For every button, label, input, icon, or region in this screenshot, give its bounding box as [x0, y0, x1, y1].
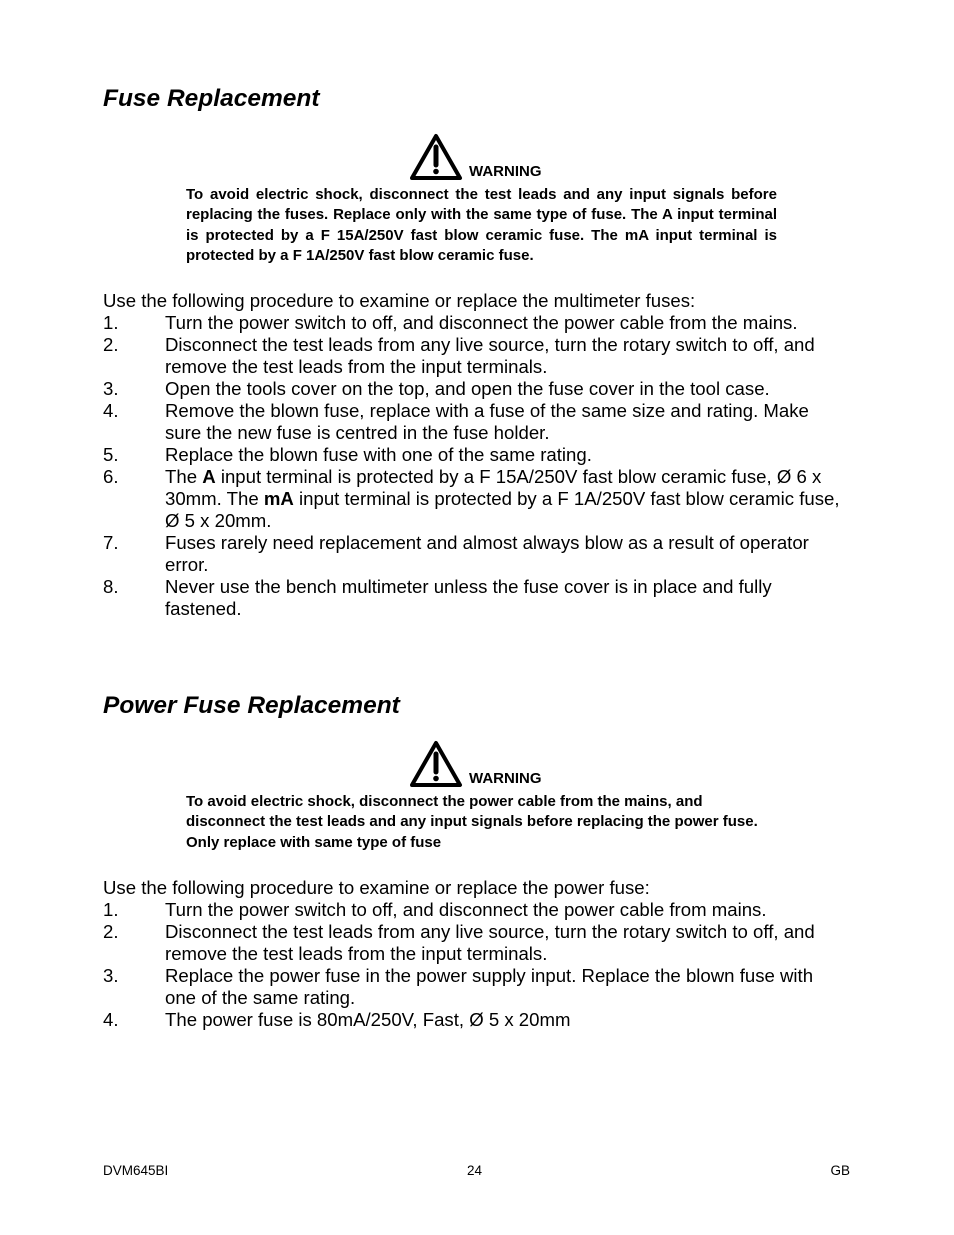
footer-language-code: GB [830, 1163, 850, 1178]
step-text: Fuses rarely need replacement and almost always blow as a result of operator error. [165, 532, 809, 576]
step-text-part: The [165, 466, 203, 488]
terminal-a-label: A [202, 466, 216, 488]
list-item [103, 532, 848, 576]
procedure-steps [103, 899, 848, 1031]
step-text: Disconnect the test leads from any live source, turn the rotary switch to off, and remove the test leads from the input terminals. [165, 334, 815, 378]
list-item [103, 444, 848, 466]
list-item [103, 378, 848, 400]
step-number: 5. [103, 444, 119, 466]
step-text: The power fuse is 80mA/250V, Fast, Ø 5 x 20mm [165, 1008, 571, 1030]
list-item [103, 576, 848, 620]
list-item [103, 1009, 848, 1031]
warning-label: WARNING [469, 770, 542, 787]
step-text: Disconnect the test leads from any live source, turn the rotary switch to off, and remove the test leads from the input terminals. [165, 920, 815, 964]
step-number: 8. [103, 576, 119, 598]
warning-header [103, 740, 848, 792]
step-number: 1. [103, 312, 119, 334]
step-text-part: input terminal is protected by a F 1A/250V fast blow ceramic fuse, Ø 5 x 20mm. [165, 488, 840, 532]
step-text: Remove the blown fuse, replace with a fuse of the same size and rating. Make sure the new fuse is centred in the fuse holder. [165, 400, 809, 444]
step-text [165, 466, 840, 531]
step-number: 1. [103, 898, 119, 920]
step-number: 7. [103, 532, 119, 554]
list-item [103, 965, 848, 1009]
step-text: Turn the power switch to off, and disconnect the power cable from the mains. [165, 312, 798, 334]
section-heading: Fuse Replacement [103, 85, 320, 112]
step-text-part: input terminal is protected by a F 15A/250V fast blow ceramic fuse, Ø 6 x 30mm. The [165, 466, 822, 510]
warning-text: To avoid electric shock, disconnect the power cable from the mains, and disconnect the test leads and any input signals before replacing the power fuse. Only replace with same type of fuse [186, 793, 758, 851]
terminal-ma-label: mA [263, 488, 294, 510]
step-number: 2. [103, 920, 119, 942]
footer-page-number: 24 [467, 1163, 483, 1178]
list-item [103, 921, 848, 965]
step-number: 2. [103, 334, 119, 356]
procedure-intro: Use the following procedure to examine or replace the multimeter fuses: [103, 290, 696, 312]
list-item [103, 899, 848, 921]
list-item [103, 400, 848, 444]
step-text: Turn the power switch to off, and disconnect the power cable from mains. [165, 898, 767, 920]
power-fuse-replacement-section [103, 689, 848, 1031]
procedure-steps [103, 312, 848, 620]
list-item [103, 312, 848, 334]
warning-triangle-icon [409, 133, 463, 181]
step-number: 3. [103, 378, 119, 400]
step-number: 6. [103, 466, 119, 488]
section-heading: Power Fuse Replacement [103, 692, 400, 719]
footer-model-number: DVM645BI [103, 1163, 169, 1178]
warning-label: WARNING [469, 163, 542, 180]
warning-text: To avoid electric shock, disconnect the test leads and any input signals before replacing the fuses. Replace only with the same type of fuse. The A input terminal is protected by a F 15A/250V fast blow ceramic fuse. The mA input terminal is protected by a F 1A/250V fast blow ceramic fuse. [186, 186, 777, 264]
step-text: Never use the bench multimeter unless the fuse cover is in place and fully fastened. [165, 576, 772, 620]
warning-triangle-icon [409, 740, 463, 788]
fuse-replacement-section [103, 82, 848, 620]
list-item [103, 466, 848, 532]
procedure-intro: Use the following procedure to examine or replace the power fuse: [103, 876, 650, 898]
step-text: Replace the power fuse in the power supply input. Replace the blown fuse with one of the same rating. [165, 964, 814, 1008]
step-number: 4. [103, 400, 119, 422]
step-number: 3. [103, 964, 119, 986]
step-text: Replace the blown fuse with one of the same rating. [165, 444, 592, 466]
step-text: Open the tools cover on the top, and open the fuse cover in the tool case. [165, 378, 770, 400]
warning-header [103, 133, 848, 185]
list-item [103, 334, 848, 378]
step-number: 4. [103, 1008, 119, 1030]
